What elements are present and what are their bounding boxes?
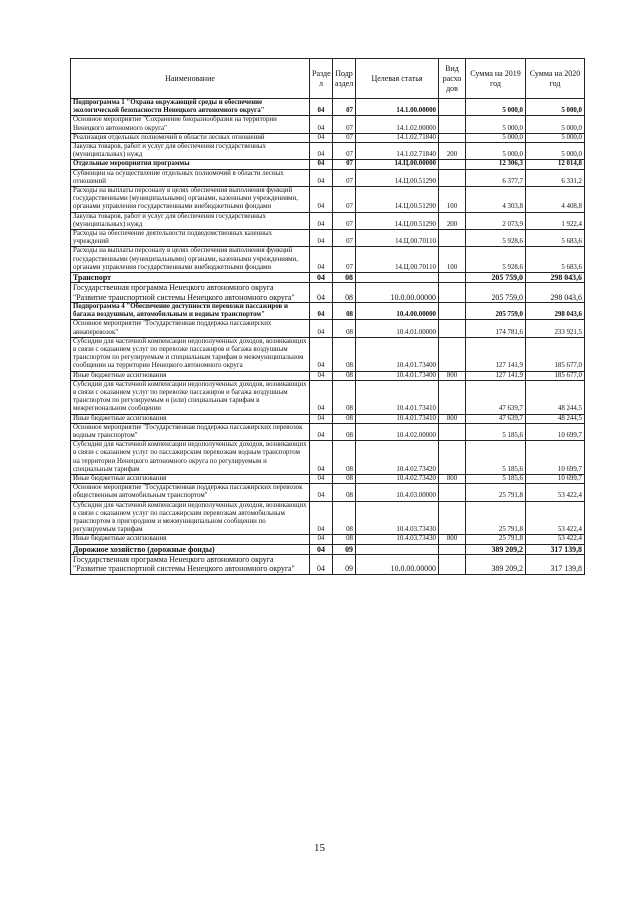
cell-sum-2020: 10 699,7 [526,441,585,475]
header-podrazdel: Подр аздел [333,59,356,99]
cell-name: Расходы на обеспечение деятельности подведомственных казенных учреждений [71,230,310,247]
table-row [71,116,585,133]
table-row [71,501,585,535]
cell-razdel: 04 [310,99,333,116]
cell-razdel: 04 [310,337,333,371]
cell-sum-2019: 5 185,6 [466,475,526,484]
cell-sum-2019: 5 000,0 [466,143,526,160]
cell-vid [439,133,466,142]
cell-target: 14.Ц.00.51290 [356,212,439,229]
cell-podrazdel: 08 [333,273,356,283]
cell-sum-2020: 6 331,2 [526,169,585,186]
table-row [71,187,585,213]
table-row [71,230,585,247]
cell-target: 10.0.00.00000 [356,554,439,574]
cell-sum-2020: 53 422,4 [526,484,585,501]
cell-sum-2019: 205 759,0 [466,302,526,319]
cell-podrazdel: 08 [333,302,356,319]
cell-sum-2020: 10 699,7 [526,475,585,484]
cell-name: Субсидии для частичной компенсации недополученных доходов, возникающих в связи с оказанием услуг по перевозке пассажиров и багажа воздушным транспортом по регулируемым и специальным тарифам в межмуниципальном сообщении на территории Ненецкого автономного округа [71,337,310,371]
cell-sum-2020: 1 922,4 [526,212,585,229]
cell-sum-2019: 5 928,6 [466,247,526,273]
cell-vid [439,273,466,283]
cell-razdel: 04 [310,169,333,186]
cell-name: Основное мероприятие "Государственная поддержка пассажирских перевозок общественным автомобильным транспортом" [71,484,310,501]
cell-podrazdel: 07 [333,143,356,160]
cell-name: Субсидии для частичной компенсации недополученных доходов, возникающих в связи с оказанием услуг по перевозке пассажиров и багажа воздушным транспортом по регулируемым и (или) специальным тарифам в межрегиональном сообщении [71,380,310,414]
cell-sum-2019: 25 791,8 [466,501,526,535]
table-row [71,320,585,337]
cell-sum-2020: 317 139,8 [526,544,585,554]
cell-vid: 800 [439,475,466,484]
cell-sum-2020: 5 000,0 [526,116,585,133]
table-row [71,273,585,283]
cell-sum-2019: 127 141,9 [466,371,526,380]
table-row [71,302,585,319]
cell-sum-2019: 5 000,0 [466,116,526,133]
cell-sum-2020: 12 014,8 [526,160,585,169]
cell-razdel: 04 [310,187,333,213]
cell-razdel: 04 [310,143,333,160]
cell-podrazdel: 07 [333,230,356,247]
cell-sum-2019: 4 303,8 [466,187,526,213]
cell-podrazdel: 07 [333,99,356,116]
cell-vid [439,283,466,303]
cell-podrazdel: 08 [333,380,356,414]
cell-sum-2019: 389 209,2 [466,554,526,574]
cell-vid [439,337,466,371]
cell-name: Подпрограмма 4 "Обеспечение доступности перевозки пассажиров и багажа воздушным, автомобильным и водным транспортом" [71,302,310,319]
cell-target: 10.4.02.73420 [356,441,439,475]
cell-sum-2019: 5 185,6 [466,423,526,440]
cell-razdel: 04 [310,212,333,229]
table-row [71,99,585,116]
cell-razdel: 04 [310,133,333,142]
table-row [71,371,585,380]
cell-vid [439,441,466,475]
cell-vid [439,320,466,337]
cell-target: 14.Ц.00.51290 [356,169,439,186]
table-header-row [71,59,585,99]
budget-table [70,58,585,575]
cell-podrazdel: 07 [333,187,356,213]
cell-sum-2020: 185 677,0 [526,371,585,380]
table-row [71,169,585,186]
cell-sum-2019: 25 791,8 [466,535,526,544]
cell-name: Субсидии для частичной компенсации недополученных доходов, возникающих в связи с оказанием услуг по пассажирским перевозкам водным транспортом на территории Ненецкого автономного округа по регулируемым и специальным тарифам [71,441,310,475]
cell-sum-2020: 298 043,6 [526,273,585,283]
header-razdel: Разде л [310,59,333,99]
cell-name: Дорожное хозяйство (дорожные фонды) [71,544,310,554]
header-vid: Вид расхо дов [439,59,466,99]
table-row [71,212,585,229]
cell-vid [439,99,466,116]
cell-vid: 800 [439,371,466,380]
header-sum-2019: Сумма на 2019 год [466,59,526,99]
table-row [71,475,585,484]
cell-target: 14.1.02.71840 [356,133,439,142]
cell-sum-2019: 6 377,7 [466,169,526,186]
cell-name: Государственная программа Ненецкого автономного округа "Развитие транспортной системы Ненецкого автономного округа" [71,283,310,303]
cell-sum-2019: 205 759,0 [466,283,526,303]
cell-podrazdel: 07 [333,116,356,133]
cell-vid [439,501,466,535]
cell-podrazdel: 08 [333,371,356,380]
cell-razdel: 04 [310,414,333,423]
cell-razdel: 04 [310,116,333,133]
cell-vid: 800 [439,535,466,544]
cell-vid [439,380,466,414]
cell-sum-2019: 174 781,6 [466,320,526,337]
cell-podrazdel: 08 [333,501,356,535]
cell-vid: 200 [439,212,466,229]
table-row [71,133,585,142]
cell-razdel: 04 [310,475,333,484]
cell-podrazdel: 08 [333,535,356,544]
cell-podrazdel: 08 [333,337,356,371]
cell-sum-2019: 47 639,7 [466,414,526,423]
header-sum-2020: Сумма на 2020 год [526,59,585,99]
table-row [71,554,585,574]
cell-name: Государственная программа Ненецкого автономного округа "Развитие транспортной системы Ненецкого автономного округа" [71,554,310,574]
cell-name: Подпрограмма 1 "Охрана окружающей среды и обеспечение экологической безопасности Ненецкого автономного округа" [71,99,310,116]
cell-razdel: 04 [310,371,333,380]
cell-sum-2019: 389 209,2 [466,544,526,554]
cell-sum-2020: 317 139,8 [526,554,585,574]
cell-sum-2020: 4 408,8 [526,187,585,213]
cell-podrazdel: 07 [333,169,356,186]
cell-name: Основное мероприятие "Государственная поддержка пассажирских перевозок водным транспортом" [71,423,310,440]
cell-sum-2019: 47 639,7 [466,380,526,414]
table-row [71,441,585,475]
cell-target: 10.4.01.00000 [356,320,439,337]
cell-target: 10.4.00.00000 [356,302,439,319]
cell-target: 14.1.00.00000 [356,99,439,116]
cell-razdel: 04 [310,423,333,440]
cell-sum-2020: 5 000,0 [526,99,585,116]
cell-name: Транспорт [71,273,310,283]
cell-name: Иные бюджетные ассигнования [71,475,310,484]
cell-sum-2020: 5 000,0 [526,143,585,160]
cell-vid [439,160,466,169]
cell-sum-2019: 12 306,3 [466,160,526,169]
table-row [71,544,585,554]
cell-vid [439,116,466,133]
cell-razdel: 04 [310,501,333,535]
cell-razdel: 04 [310,544,333,554]
table-row [71,423,585,440]
cell-target: 14.Ц.00.51290 [356,187,439,213]
cell-podrazdel: 08 [333,441,356,475]
cell-sum-2020: 10 699,7 [526,423,585,440]
cell-target: 10.4.03.73430 [356,535,439,544]
header-target: Целевая статья [356,59,439,99]
cell-name: Реализация отдельных полномочий в области лесных отношений [71,133,310,142]
cell-target [356,544,439,554]
cell-vid [439,554,466,574]
cell-name: Иные бюджетные ассигнования [71,535,310,544]
cell-target: 10.4.02.00000 [356,423,439,440]
cell-podrazdel: 08 [333,484,356,501]
cell-name: Основное мероприятие "Сохранение биоразнообразия на территории Ненецкого автономного округа" [71,116,310,133]
cell-razdel: 04 [310,302,333,319]
budget-document [70,58,584,575]
cell-name: Закупка товаров, работ и услуг для обеспечения государственных (муниципальных) нужд [71,143,310,160]
cell-target: 14.1.02.00000 [356,116,439,133]
cell-podrazdel: 07 [333,133,356,142]
cell-name: Отдельные мероприятия программы [71,160,310,169]
cell-target: 10.4.01.73400 [356,337,439,371]
cell-podrazdel: 08 [333,320,356,337]
cell-sum-2019: 5 928,6 [466,230,526,247]
cell-name: Иные бюджетные ассигнования [71,371,310,380]
cell-sum-2020: 298 043,6 [526,283,585,303]
table-row [71,535,585,544]
cell-sum-2020: 53 422,4 [526,501,585,535]
cell-sum-2020: 185 677,0 [526,337,585,371]
cell-podrazdel: 07 [333,247,356,273]
cell-podrazdel: 08 [333,475,356,484]
cell-razdel: 04 [310,247,333,273]
cell-razdel: 04 [310,230,333,247]
cell-vid [439,169,466,186]
cell-target: 14.Ц.00.00000 [356,160,439,169]
cell-podrazdel: 07 [333,160,356,169]
cell-name: Закупка товаров, работ и услуг для обеспечения государственных (муниципальных) нужд [71,212,310,229]
table-row [71,247,585,273]
table-row [71,484,585,501]
header-name: Наименование [71,59,310,99]
cell-razdel: 04 [310,283,333,303]
cell-target: 14.Ц.00.70110 [356,230,439,247]
cell-podrazdel: 07 [333,212,356,229]
cell-vid [439,423,466,440]
cell-sum-2019: 5 000,0 [466,133,526,142]
cell-target: 10.4.03.73430 [356,501,439,535]
cell-razdel: 04 [310,484,333,501]
cell-sum-2020: 48 244,5 [526,380,585,414]
cell-vid [439,302,466,319]
cell-sum-2020: 48 244,5 [526,414,585,423]
cell-sum-2019: 5 185,6 [466,441,526,475]
cell-target: 10.4.03.00000 [356,484,439,501]
cell-name: Расходы на выплаты персоналу в целях обеспечения выполнения функций государственными (муниципальными) органами, казенными учреждениями, органами управления государственными внебюджетными фондами [71,187,310,213]
table-row [71,380,585,414]
cell-razdel: 04 [310,160,333,169]
cell-vid: 100 [439,187,466,213]
cell-podrazdel: 09 [333,544,356,554]
table-row [71,414,585,423]
cell-podrazdel: 08 [333,414,356,423]
cell-target: 10.4.02.73420 [356,475,439,484]
cell-sum-2019: 2 073,9 [466,212,526,229]
cell-sum-2019: 5 000,0 [466,99,526,116]
cell-razdel: 04 [310,535,333,544]
cell-target: 10.4.01.73410 [356,414,439,423]
cell-vid: 100 [439,247,466,273]
cell-razdel: 04 [310,554,333,574]
cell-podrazdel: 08 [333,283,356,303]
cell-sum-2020: 5 683,6 [526,230,585,247]
cell-razdel: 04 [310,441,333,475]
cell-vid [439,230,466,247]
cell-target: 14.Ц.00.70110 [356,247,439,273]
cell-sum-2020: 5 683,6 [526,247,585,273]
cell-vid [439,544,466,554]
cell-name: Субсидии для частичной компенсации недополученных доходов, возникающих в связи с оказанием услуг по пассажирским перевозкам автомобильным транспортом в пригородном и межмуниципальном сообщении по регулируемым тарифам [71,501,310,535]
table-row [71,160,585,169]
cell-vid: 800 [439,414,466,423]
cell-target: 10.0.00.00000 [356,283,439,303]
cell-sum-2019: 127 141,9 [466,337,526,371]
cell-sum-2019: 205 759,0 [466,273,526,283]
cell-target: 14.1.02.71840 [356,143,439,160]
cell-sum-2020: 298 043,6 [526,302,585,319]
cell-name: Субвенции на осуществление отдельных полномочий в области лесных отношений [71,169,310,186]
cell-sum-2020: 233 921,5 [526,320,585,337]
cell-razdel: 04 [310,320,333,337]
cell-sum-2020: 5 000,0 [526,133,585,142]
cell-name: Расходы на выплаты персоналу в целях обеспечения выполнения функций государственными (муниципальными) органами, казенными учреждениями, органами управления государственными внебюджетными фондами [71,247,310,273]
cell-name: Иные бюджетные ассигнования [71,414,310,423]
cell-razdel: 04 [310,273,333,283]
page-number: 15 [314,842,325,854]
cell-sum-2019: 25 791,8 [466,484,526,501]
cell-podrazdel: 08 [333,423,356,440]
cell-podrazdel: 09 [333,554,356,574]
cell-target: 10.4.01.73410 [356,380,439,414]
table-row [71,337,585,371]
cell-target [356,273,439,283]
cell-vid: 200 [439,143,466,160]
cell-sum-2020: 53 422,4 [526,535,585,544]
cell-target: 10.4.01.73400 [356,371,439,380]
cell-name: Основное мероприятие "Государственная поддержка пассажирских авиаперевозок" [71,320,310,337]
table-row [71,143,585,160]
cell-vid [439,484,466,501]
table-row [71,283,585,303]
cell-razdel: 04 [310,380,333,414]
